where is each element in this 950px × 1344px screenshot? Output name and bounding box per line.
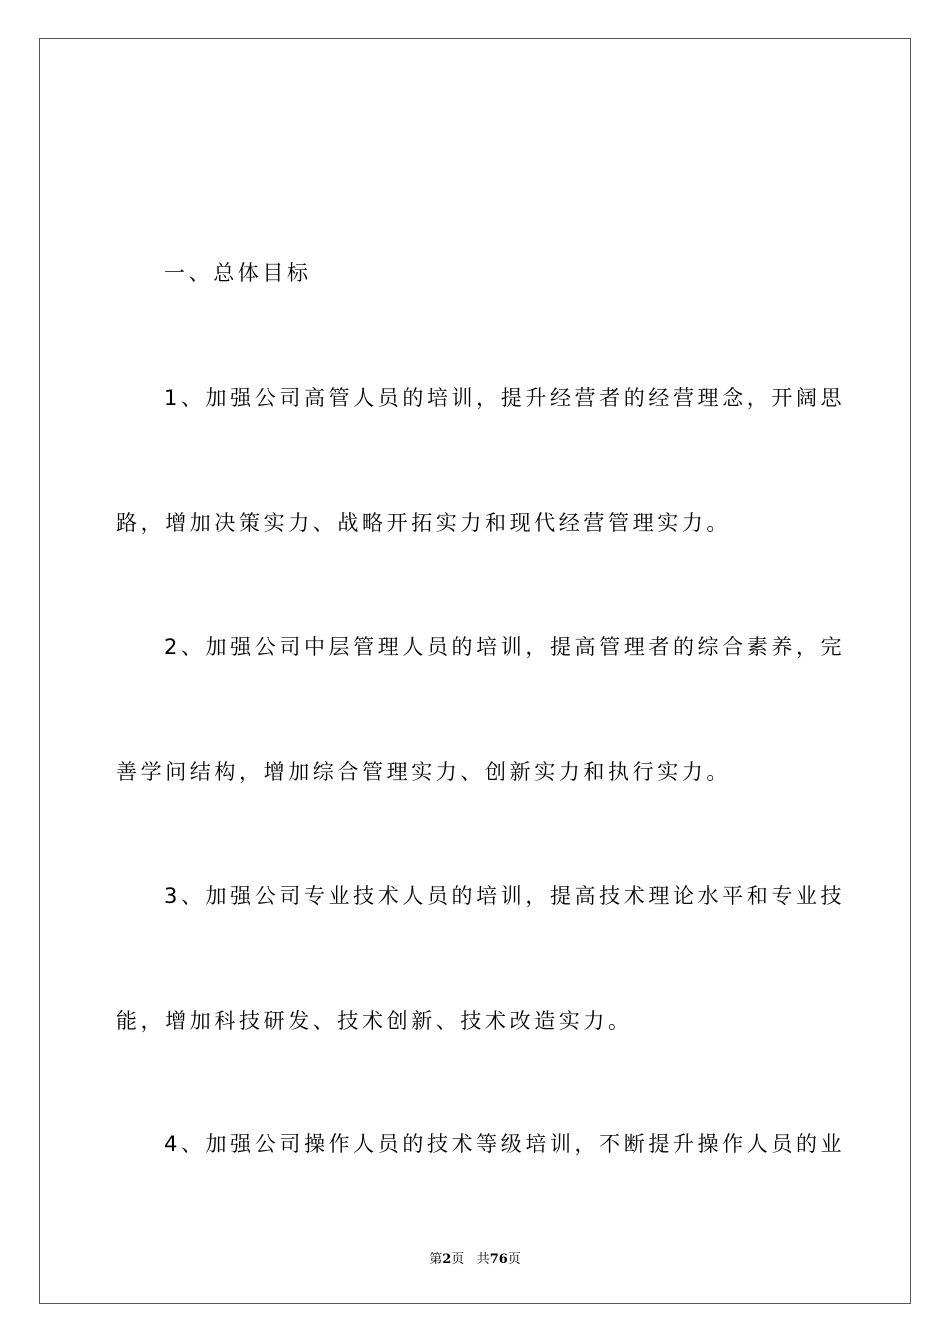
total-prefix: 共 [476,1252,490,1267]
page-suffix: 页 [451,1252,465,1267]
current-page-number: 2 [442,1252,452,1267]
paragraph-3-line-1: 3、加强公司专业技术人员的培训，提高技术理论水平和专业技 [164,884,846,908]
total-suffix: 页 [507,1252,521,1267]
paragraph-1-line-1: 1、加强公司高管人员的培训，提升经营者的经营理念，开阔思 [164,386,846,410]
paragraph-4-line-1: 4、加强公司操作人员的技术等级培训，不断提升操作人员的业 [164,1132,846,1156]
total-pages-number: 76 [489,1252,508,1267]
paragraph-1-line-2: 路，增加决策实力、战略开拓实力和现代经营管理实力。 [116,511,731,535]
paragraph-2-line-1: 2、加强公司中层管理人员的培训，提高管理者的综合素养，完 [164,635,846,659]
page-prefix: 第 [429,1252,443,1267]
section-heading: 一、总体目标 [164,261,312,285]
paragraph-2-line-2: 善学问结构，增加综合管理实力、创新实力和执行实力。 [116,760,731,784]
page-border [39,38,911,1304]
page-footer [0,1248,950,1267]
paragraph-3-line-2: 能，增加科技研发、技术创新、技术改造实力。 [116,1009,633,1033]
